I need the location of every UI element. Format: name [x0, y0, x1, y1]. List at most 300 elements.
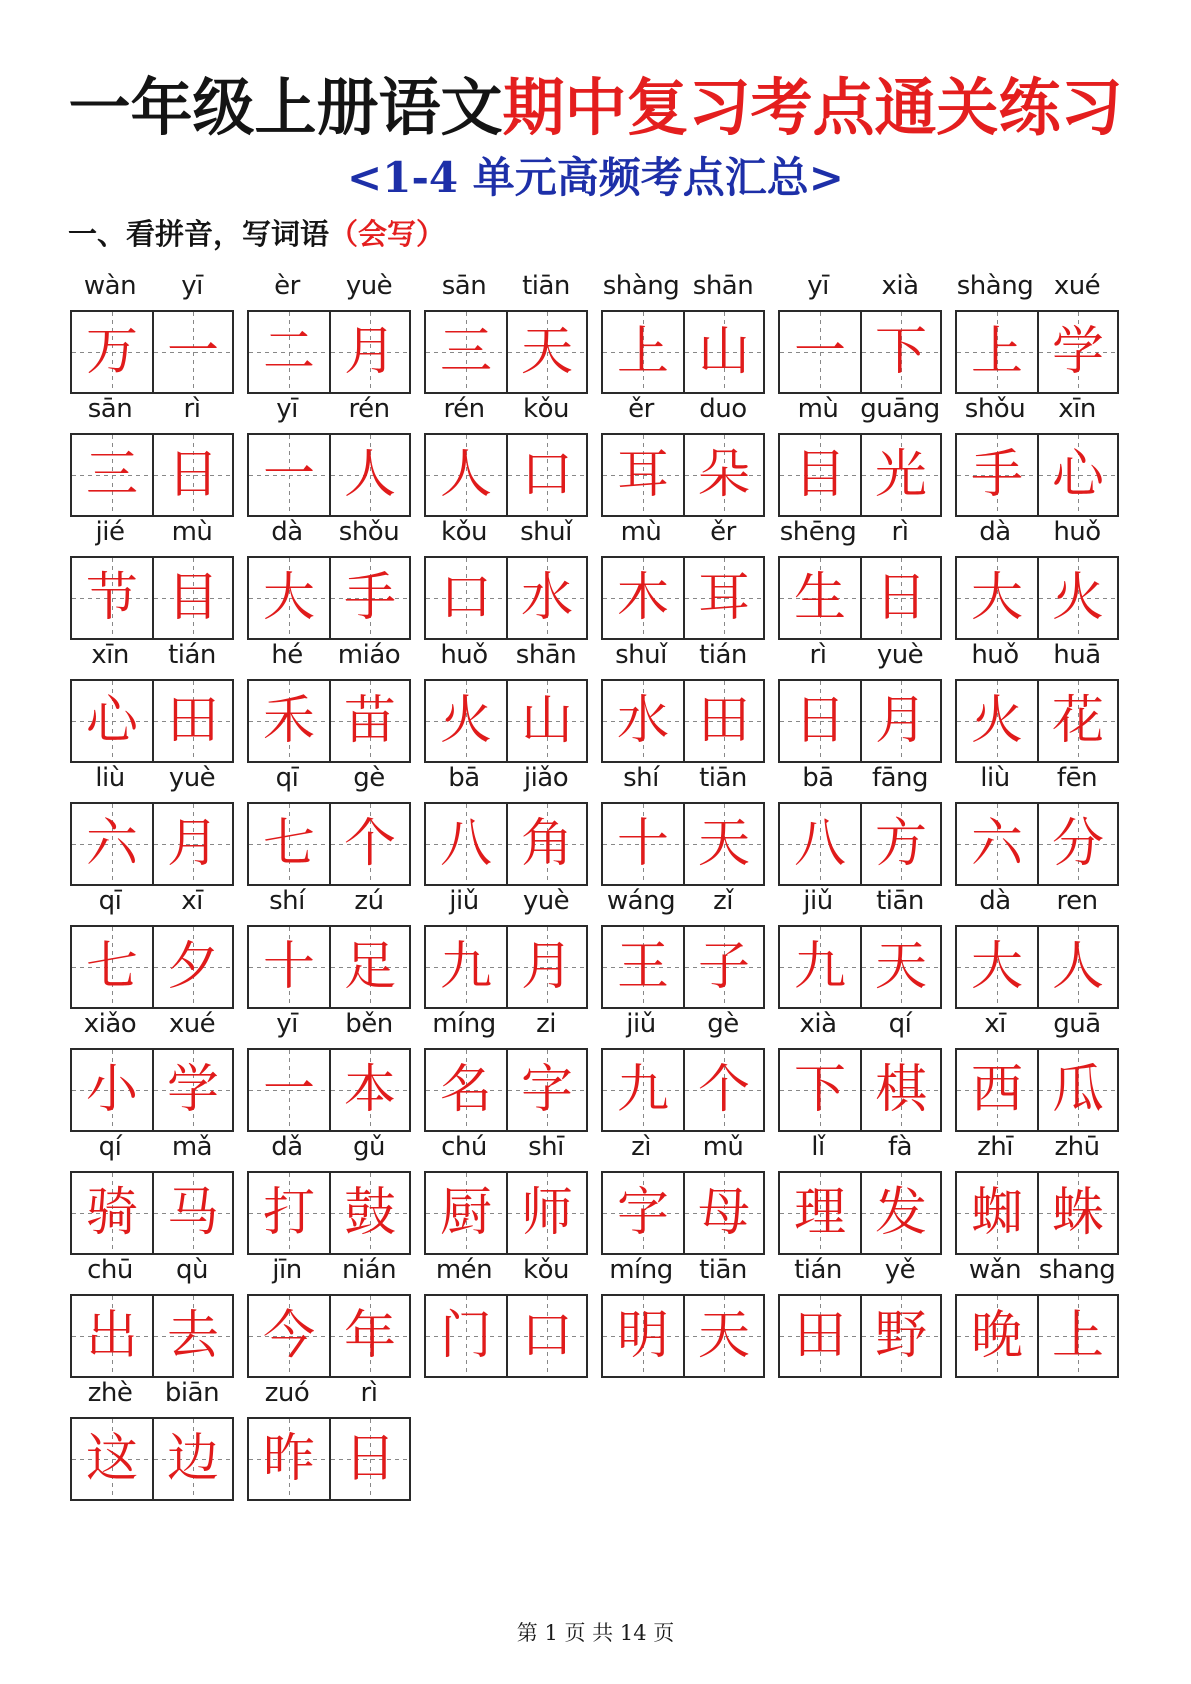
tianzige-cell — [249, 1173, 329, 1253]
tianzige-box — [778, 1294, 942, 1378]
word-item — [778, 637, 942, 761]
tianzige-cell — [683, 435, 763, 515]
word-item — [601, 514, 765, 638]
tianzige-cell — [72, 804, 152, 884]
hanzi-character: 母 — [697, 1183, 750, 1243]
pinyin-label: zú — [354, 886, 384, 916]
tianzige-cell — [72, 558, 152, 638]
tianzige-box — [424, 925, 588, 1009]
hanzi-character: 人 — [1051, 937, 1104, 997]
tianzige-cell — [329, 927, 409, 1007]
hanzi-character: 目 — [166, 568, 219, 628]
hanzi-character: 打 — [262, 1183, 315, 1243]
tianzige-box — [778, 310, 942, 394]
title-black-part: 一年级上册语文 — [68, 71, 503, 144]
hanzi-character: 三 — [85, 445, 138, 505]
tianzige-box — [247, 1294, 411, 1378]
hanzi-character: 分 — [1051, 814, 1104, 874]
word-item — [424, 268, 588, 392]
word-item — [778, 391, 942, 515]
pinyin-label: kǒu — [523, 394, 569, 424]
tianzige-cell — [1037, 435, 1117, 515]
tianzige-box — [601, 925, 765, 1009]
pinyin-label: nián — [341, 1255, 397, 1285]
tianzige-cell — [780, 1050, 860, 1130]
hanzi-character: 三 — [439, 322, 492, 382]
tianzige-cell — [72, 1050, 152, 1130]
word-item — [955, 391, 1119, 515]
word-item — [778, 760, 942, 884]
tianzige-cell — [249, 681, 329, 761]
tianzige-cell — [426, 558, 506, 638]
hanzi-character: 名 — [439, 1060, 492, 1120]
hanzi-character: 人 — [439, 445, 492, 505]
tianzige-box — [70, 556, 234, 640]
tianzige-cell — [72, 1419, 152, 1499]
hanzi-character: 月 — [166, 814, 219, 874]
tianzige-cell — [329, 1173, 409, 1253]
tianzige-box — [70, 1294, 234, 1378]
hanzi-character: 边 — [166, 1429, 219, 1489]
tianzige-cell — [72, 681, 152, 761]
hanzi-character: 师 — [520, 1183, 573, 1243]
tianzige-cell — [249, 1296, 329, 1376]
tianzige-cell — [603, 1050, 683, 1130]
tianzige-cell — [683, 927, 763, 1007]
page-footer: 第 1 页 共 14 页 — [516, 1621, 675, 1645]
tianzige-cell — [72, 1173, 152, 1253]
pinyin-label: dǎ — [271, 1132, 303, 1162]
hanzi-character: 九 — [616, 1060, 669, 1120]
pinyin-label: gǔ — [353, 1132, 385, 1162]
hanzi-character: 今 — [262, 1306, 315, 1366]
tianzige-box — [70, 1171, 234, 1255]
tianzige-cell — [506, 558, 586, 638]
hanzi-character: 心 — [85, 691, 138, 751]
hanzi-character: 月 — [874, 691, 927, 751]
tianzige-box — [955, 1294, 1119, 1378]
pinyin-label: xīn — [1058, 394, 1096, 424]
word-item — [778, 1252, 942, 1376]
hanzi-character: 野 — [874, 1306, 927, 1366]
hanzi-character: 人 — [343, 445, 396, 505]
word-item — [70, 1252, 234, 1376]
pinyin-label: shang — [1038, 1255, 1116, 1285]
pinyin-label: shuǐ — [615, 640, 667, 670]
word-item — [70, 883, 234, 1007]
pinyin-label: yī — [276, 394, 298, 424]
tianzige-box — [601, 1171, 765, 1255]
tianzige-cell — [603, 1173, 683, 1253]
pinyin-label: tián — [699, 640, 747, 670]
hanzi-character: 发 — [874, 1183, 927, 1243]
word-item — [247, 1252, 411, 1376]
pinyin-label: chú — [441, 1132, 487, 1162]
pinyin-label: guāng — [860, 394, 940, 424]
pinyin-label: rén — [348, 394, 390, 424]
pinyin-label: bā — [802, 763, 834, 793]
tianzige-cell — [860, 927, 940, 1007]
hanzi-character: 子 — [697, 937, 750, 997]
tianzige-cell — [1037, 1296, 1117, 1376]
tianzige-box — [778, 802, 942, 886]
word-item — [778, 514, 942, 638]
tianzige-cell — [603, 1296, 683, 1376]
pinyin-label: shí — [269, 886, 305, 916]
tianzige-cell — [860, 681, 940, 761]
pinyin-label: mǎ — [171, 1132, 213, 1162]
tianzige-box — [601, 802, 765, 886]
pinyin-label: shān — [515, 640, 577, 670]
hanzi-character: 九 — [793, 937, 846, 997]
tianzige-box — [601, 1048, 765, 1132]
pinyin-label: ren — [1056, 886, 1098, 916]
pinyin-label: mù — [797, 394, 839, 424]
hanzi-character: 上 — [1051, 1306, 1104, 1366]
word-item — [601, 883, 765, 1007]
hanzi-character: 生 — [793, 568, 846, 628]
tianzige-box — [70, 310, 234, 394]
pinyin-label: qí — [98, 1132, 122, 1162]
tianzige-box — [955, 925, 1119, 1009]
word-item — [424, 637, 588, 761]
tianzige-cell — [249, 927, 329, 1007]
hanzi-character: 日 — [343, 1429, 396, 1489]
hanzi-character: 目 — [793, 445, 846, 505]
tianzige-cell — [603, 435, 683, 515]
hanzi-character: 棋 — [874, 1060, 927, 1120]
pinyin-label: wǎn — [968, 1255, 1022, 1285]
tianzige-cell — [860, 312, 940, 392]
word-item — [601, 637, 765, 761]
pinyin-label: chū — [87, 1255, 133, 1285]
pinyin-label: shǒu — [338, 517, 400, 547]
hanzi-character: 王 — [616, 937, 669, 997]
tianzige-cell — [683, 681, 763, 761]
tianzige-cell — [72, 927, 152, 1007]
tianzige-box — [601, 310, 765, 394]
pinyin-label: gè — [707, 1009, 739, 1039]
pinyin-label: yī — [276, 1009, 298, 1039]
hanzi-character: 田 — [697, 691, 750, 751]
pinyin-label: ěr — [628, 394, 654, 424]
tianzige-cell — [603, 558, 683, 638]
tianzige-box — [601, 679, 765, 763]
hanzi-character: 十 — [616, 814, 669, 874]
tianzige-cell — [329, 558, 409, 638]
pinyin-label: kǒu — [441, 517, 487, 547]
pinyin-label: běn — [345, 1009, 393, 1039]
pinyin-label: lǐ — [811, 1132, 825, 1162]
hanzi-character: 手 — [343, 568, 396, 628]
hanzi-character: 角 — [520, 814, 573, 874]
word-item — [70, 1375, 234, 1499]
pinyin-label: qù — [176, 1255, 208, 1285]
tianzige-cell — [152, 804, 232, 884]
tianzige-cell — [426, 1173, 506, 1253]
word-item — [601, 1006, 765, 1130]
pinyin-label: shǒu — [964, 394, 1026, 424]
tianzige-cell — [860, 435, 940, 515]
pinyin-label: yī — [807, 271, 829, 301]
page-subtitle: <1-4 单元高频考点汇总> — [347, 153, 844, 202]
tianzige-box — [955, 679, 1119, 763]
tianzige-cell — [780, 804, 860, 884]
hanzi-character: 厨 — [439, 1183, 492, 1243]
tianzige-cell — [426, 927, 506, 1007]
hanzi-character: 一 — [793, 322, 846, 382]
pinyin-label: jiǎo — [523, 763, 569, 793]
word-item — [424, 391, 588, 515]
tianzige-cell — [506, 435, 586, 515]
tianzige-cell — [152, 312, 232, 392]
tianzige-box — [247, 802, 411, 886]
tianzige-cell — [957, 927, 1037, 1007]
pinyin-label: huǒ — [440, 640, 488, 670]
tianzige-box — [778, 433, 942, 517]
pinyin-label: huǒ — [971, 640, 1019, 670]
tianzige-cell — [957, 681, 1037, 761]
tianzige-cell — [329, 1050, 409, 1130]
hanzi-character: 田 — [166, 691, 219, 751]
pinyin-label: xué — [1053, 271, 1101, 301]
pinyin-label: yuè — [168, 763, 216, 793]
pinyin-label: tiān — [699, 763, 747, 793]
tianzige-box — [424, 1171, 588, 1255]
pinyin-label: bā — [448, 763, 480, 793]
tianzige-cell — [329, 681, 409, 761]
pinyin-label: tiān — [522, 271, 570, 301]
pinyin-label: huǒ — [1053, 517, 1101, 547]
hanzi-character: 蛛 — [1051, 1183, 1104, 1243]
hanzi-character: 昨 — [262, 1429, 315, 1489]
hanzi-character: 耳 — [616, 445, 669, 505]
tianzige-box — [955, 556, 1119, 640]
word-item — [955, 1252, 1119, 1376]
hanzi-character: 这 — [85, 1429, 138, 1489]
hanzi-character: 水 — [520, 568, 573, 628]
pinyin-label: mén — [435, 1255, 493, 1285]
pinyin-label: shī — [528, 1132, 564, 1162]
tianzige-cell — [1037, 558, 1117, 638]
pinyin-label: xià — [881, 271, 919, 301]
pinyin-label: qí — [888, 1009, 912, 1039]
tianzige-box — [424, 433, 588, 517]
word-item — [601, 268, 765, 392]
tianzige-cell — [1037, 1050, 1117, 1130]
pinyin-label: liù — [95, 763, 125, 793]
pinyin-label: mù — [620, 517, 662, 547]
hanzi-character: 本 — [343, 1060, 396, 1120]
tianzige-cell — [152, 558, 232, 638]
word-item — [955, 1129, 1119, 1253]
pinyin-label: wáng — [606, 886, 676, 916]
tianzige-box — [70, 802, 234, 886]
tianzige-box — [247, 556, 411, 640]
tianzige-cell — [683, 1173, 763, 1253]
pinyin-label: jiǔ — [803, 886, 833, 916]
pinyin-label: guā — [1053, 1009, 1101, 1039]
tianzige-box — [424, 1294, 588, 1378]
pinyin-label: xià — [799, 1009, 837, 1039]
tianzige-cell — [152, 1419, 232, 1499]
tianzige-cell — [152, 1050, 232, 1130]
pinyin-label: dà — [979, 517, 1011, 547]
tianzige-box — [778, 1171, 942, 1255]
tianzige-cell — [506, 1050, 586, 1130]
pinyin-label: tiān — [876, 886, 924, 916]
hanzi-character: 骑 — [85, 1183, 138, 1243]
pinyin-label: shí — [623, 763, 659, 793]
pinyin-label: yuè — [522, 886, 570, 916]
pinyin-label: rì — [360, 1378, 378, 1408]
tianzige-box — [955, 433, 1119, 517]
tianzige-box — [424, 310, 588, 394]
word-item — [247, 760, 411, 884]
tianzige-box — [955, 1171, 1119, 1255]
word-item — [778, 883, 942, 1007]
pinyin-label: shēng — [779, 517, 857, 547]
tianzige-cell — [426, 804, 506, 884]
hanzi-character: 上 — [970, 322, 1023, 382]
tianzige-box — [955, 1048, 1119, 1132]
word-item — [778, 1129, 942, 1253]
pinyin-label: èr — [274, 271, 300, 301]
tianzige-box — [70, 1048, 234, 1132]
tianzige-cell — [683, 1296, 763, 1376]
hanzi-character: 个 — [697, 1060, 750, 1120]
hanzi-character: 火 — [439, 691, 492, 751]
hanzi-character: 月 — [520, 937, 573, 997]
hanzi-character: 个 — [343, 814, 396, 874]
tianzige-cell — [329, 1419, 409, 1499]
tianzige-cell — [329, 312, 409, 392]
pinyin-label: duo — [699, 394, 747, 424]
tianzige-cell — [249, 1050, 329, 1130]
hanzi-character: 门 — [439, 1306, 492, 1366]
tianzige-cell — [506, 927, 586, 1007]
pinyin-label: rì — [183, 394, 201, 424]
tianzige-cell — [329, 1296, 409, 1376]
word-item — [601, 391, 765, 515]
hanzi-character: 八 — [793, 814, 846, 874]
tianzige-box — [424, 802, 588, 886]
hanzi-character: 六 — [970, 814, 1023, 874]
word-item — [955, 637, 1119, 761]
hanzi-character: 万 — [85, 322, 138, 382]
hanzi-character: 年 — [343, 1306, 396, 1366]
word-item — [70, 514, 234, 638]
tianzige-box — [247, 1048, 411, 1132]
tianzige-box — [247, 433, 411, 517]
tianzige-cell — [1037, 804, 1117, 884]
pinyin-label: rì — [809, 640, 827, 670]
word-item — [424, 760, 588, 884]
tianzige-box — [247, 310, 411, 394]
tianzige-cell — [957, 1173, 1037, 1253]
word-item — [247, 1006, 411, 1130]
section-label: 一、看拼音，写词语 — [68, 217, 330, 251]
tianzige-box — [70, 1417, 234, 1501]
pinyin-label: kǒu — [523, 1255, 569, 1285]
title-red-part: 期中复习考点通关练习 — [502, 71, 1123, 144]
pinyin-label: fēn — [1056, 763, 1098, 793]
pinyin-label: miáo — [337, 640, 401, 670]
hanzi-character: 理 — [793, 1183, 846, 1243]
tianzige-cell — [860, 804, 940, 884]
pinyin-label: qī — [275, 763, 299, 793]
hanzi-character: 蜘 — [970, 1183, 1023, 1243]
tianzige-box — [247, 925, 411, 1009]
hanzi-character: 九 — [439, 937, 492, 997]
word-item — [778, 1006, 942, 1130]
hanzi-character: 田 — [793, 1306, 846, 1366]
hanzi-character: 鼓 — [343, 1183, 396, 1243]
word-item — [955, 514, 1119, 638]
hanzi-character: 瓜 — [1051, 1060, 1104, 1120]
tianzige-box — [247, 679, 411, 763]
tianzige-box — [601, 433, 765, 517]
tianzige-cell — [426, 435, 506, 515]
hanzi-character: 苗 — [343, 691, 396, 751]
tianzige-cell — [780, 435, 860, 515]
hanzi-character: 节 — [85, 568, 138, 628]
hanzi-character: 马 — [166, 1183, 219, 1243]
tianzige-cell — [780, 681, 860, 761]
word-item — [424, 1252, 588, 1376]
tianzige-box — [424, 679, 588, 763]
pinyin-label: xiǎo — [83, 1009, 137, 1039]
pinyin-label: jié — [95, 517, 125, 547]
tianzige-cell — [780, 1296, 860, 1376]
tianzige-cell — [957, 1050, 1037, 1130]
pinyin-label: mǔ — [702, 1132, 744, 1162]
tianzige-cell — [683, 312, 763, 392]
tianzige-cell — [329, 804, 409, 884]
tianzige-cell — [957, 435, 1037, 515]
hanzi-character: 朵 — [697, 445, 750, 505]
hanzi-character: 火 — [970, 691, 1023, 751]
hanzi-character: 去 — [166, 1306, 219, 1366]
tianzige-cell — [152, 1173, 232, 1253]
tianzige-cell — [780, 558, 860, 638]
pinyin-label: gè — [353, 763, 385, 793]
tianzige-box — [424, 1048, 588, 1132]
word-item — [424, 514, 588, 638]
pinyin-label: zhī — [977, 1132, 1013, 1162]
hanzi-character: 晚 — [970, 1306, 1023, 1366]
pinyin-label: yuè — [876, 640, 924, 670]
pinyin-label: liù — [980, 763, 1010, 793]
tianzige-cell — [683, 804, 763, 884]
tianzige-cell — [683, 558, 763, 638]
tianzige-box — [70, 679, 234, 763]
hanzi-character: 口 — [439, 568, 492, 628]
tianzige-cell — [860, 558, 940, 638]
hanzi-character: 月 — [343, 322, 396, 382]
pinyin-label: zǐ — [713, 886, 733, 916]
tianzige-cell — [603, 681, 683, 761]
tianzige-cell — [683, 1050, 763, 1130]
tianzige-cell — [860, 1296, 940, 1376]
word-item — [247, 1129, 411, 1253]
tianzige-cell — [426, 1050, 506, 1130]
word-item — [601, 1252, 765, 1376]
word-item — [955, 268, 1119, 392]
hanzi-character: 日 — [166, 445, 219, 505]
tianzige-box — [778, 679, 942, 763]
pinyin-label: biān — [164, 1378, 220, 1408]
